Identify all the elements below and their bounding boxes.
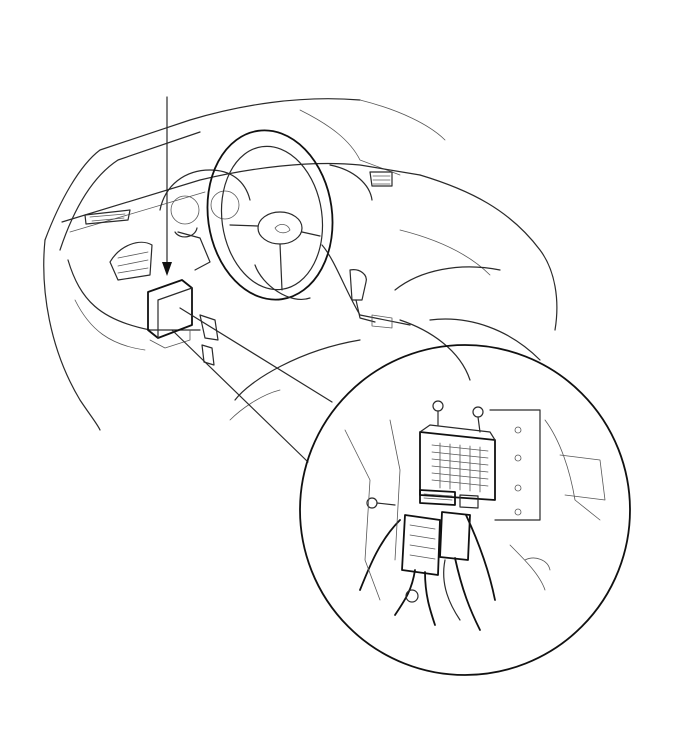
vent-grille bbox=[432, 443, 488, 492]
zoom-leader-lines bbox=[172, 308, 332, 462]
dashboard-drawing bbox=[44, 99, 557, 430]
junction-box-detail-inset bbox=[300, 345, 630, 675]
mounting-bolt-icon bbox=[367, 401, 483, 508]
